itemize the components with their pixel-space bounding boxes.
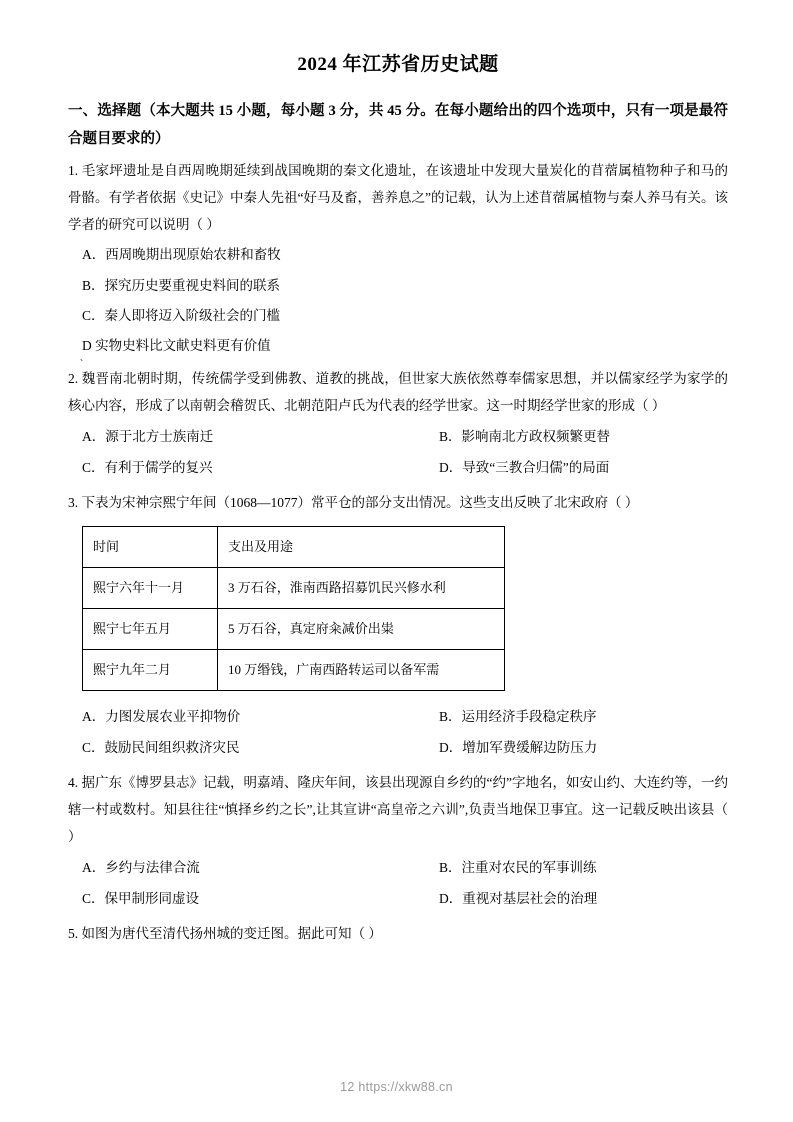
question-2 bbox=[68, 365, 728, 419]
question-5-number: 5. bbox=[68, 926, 79, 942]
table-row bbox=[83, 649, 505, 690]
table-cell-time: 熙宁六年十一月 bbox=[83, 567, 218, 608]
option-d[interactable]: D．导致“三教合归儒”的局面 bbox=[439, 459, 610, 475]
question-3-number: 3. bbox=[68, 494, 79, 510]
option-a[interactable]: A．乡约与法律合流 bbox=[82, 860, 200, 875]
option-d[interactable]: D 实物史料比文献史料更有价值 bbox=[82, 338, 271, 354]
option-a[interactable]: A．西周晚期出现原始农耕和畜牧 bbox=[82, 247, 281, 263]
question-4 bbox=[68, 769, 728, 850]
option-d[interactable]: D．增加军费缓解边防压力 bbox=[439, 739, 598, 755]
table-header-cell-time: 时间 bbox=[83, 526, 218, 567]
page-footer: 12 https://xkw88.cn bbox=[340, 1080, 453, 1094]
option-b[interactable]: B．注重对农民的军事训练 bbox=[439, 860, 597, 875]
question-1-text: 毛家坪遗址是自西周晚期延续到战国晚期的秦文化遗址，在该遗址中发现大量炭化的苜蓿属植物种子和马的骨骼。有学者依据《史记》中秦人先祖“好马及畜，善养息之”的记载，认为上述苜蓿属植物与秦人养马有关。该学者的研究可以说明（ ） bbox=[68, 163, 729, 233]
option-b[interactable]: B．运用经济手段稳定秩序 bbox=[439, 708, 597, 724]
option-c[interactable]: C．鼓励民间组织救济灾民 bbox=[82, 739, 240, 755]
table-header-cell-purpose: 支出及用途 bbox=[218, 526, 505, 567]
table-row bbox=[83, 608, 505, 649]
question-1-options bbox=[68, 240, 728, 362]
option-c[interactable]: C．秦人即将迈入阶级社会的门槛 bbox=[82, 307, 281, 323]
question-3-options bbox=[68, 701, 728, 763]
question-4-number: 4. bbox=[68, 775, 79, 790]
section-heading: 一、选择题（本大题共 15 小题，每小题 3 分，共 45 分。在每小题给出的四个选项中，只有一项是最符合题目要求的） bbox=[68, 102, 728, 147]
table-cell-purpose: 3 万石谷，淮南西路招募饥民兴修水利 bbox=[218, 567, 505, 608]
table-cell-time: 熙宁九年二月 bbox=[83, 649, 218, 690]
stray-dot-mark: 、 bbox=[80, 352, 88, 362]
question-4-options bbox=[68, 852, 728, 914]
table-row bbox=[83, 567, 505, 608]
table-cell-purpose: 5 万石谷，真定府籴减价出粜 bbox=[218, 608, 505, 649]
table-header-row bbox=[83, 526, 505, 567]
question-3-table bbox=[82, 526, 505, 691]
document-content bbox=[68, 52, 728, 949]
table-cell-time: 熙宁七年五月 bbox=[83, 608, 218, 649]
question-2-text: 魏晋南北朝时期，传统儒学受到佛教、道教的挑战，但世家大族依然尊奉儒家思想，并以儒家经学为家学的核心内容，形成了以南朝会稽贺氏、北朝范阳卢氏为代表的经学世家。这一时期经学世家的形成（ ） bbox=[68, 370, 729, 413]
question-3-text: 下表为宋神宗熙宁年间（1068—1077）常平仓的部分支出情况。这些支出反映了北宋政府（ ） bbox=[81, 494, 639, 510]
option-b[interactable]: B．探究历史要重视史料间的联系 bbox=[82, 277, 281, 293]
question-1-number: 1. bbox=[68, 163, 79, 179]
question-5-text: 如图为唐代至清代扬州城的变迁图。据此可知（ ） bbox=[81, 926, 382, 942]
option-c[interactable]: C．有利于儒学的复兴 bbox=[82, 459, 213, 475]
option-d[interactable]: D．重视对基层社会的治理 bbox=[439, 891, 598, 907]
option-b[interactable]: B．影响南北方政权频繁更替 bbox=[439, 428, 611, 444]
option-a[interactable]: A．力图发展农业平抑物价 bbox=[82, 708, 241, 724]
question-2-options bbox=[68, 421, 728, 483]
question-5 bbox=[68, 920, 728, 947]
table-cell-purpose: 10 万缗钱，广南西路转运司以备军需 bbox=[218, 649, 505, 690]
question-3 bbox=[68, 489, 728, 516]
page-title: 2024 年江苏省历史试题 bbox=[297, 54, 499, 75]
question-4-text: 据广东《博罗县志》记载，明嘉靖、隆庆年间，该县出现源自乡约的“约”字地名，如安山约、大连约等，一约辖一村或数村。知县往往“慎择乡约之长”,让其宣讲“高皇帝之六训”,负责当地保卫事宜。这一记载反映出该县（ ） bbox=[68, 775, 729, 844]
option-a[interactable]: A．源于北方士族南迁 bbox=[82, 428, 214, 444]
question-2-number: 2. bbox=[68, 370, 79, 386]
option-c[interactable]: C．保甲制形同虚设 bbox=[82, 891, 200, 907]
question-1 bbox=[68, 157, 728, 238]
